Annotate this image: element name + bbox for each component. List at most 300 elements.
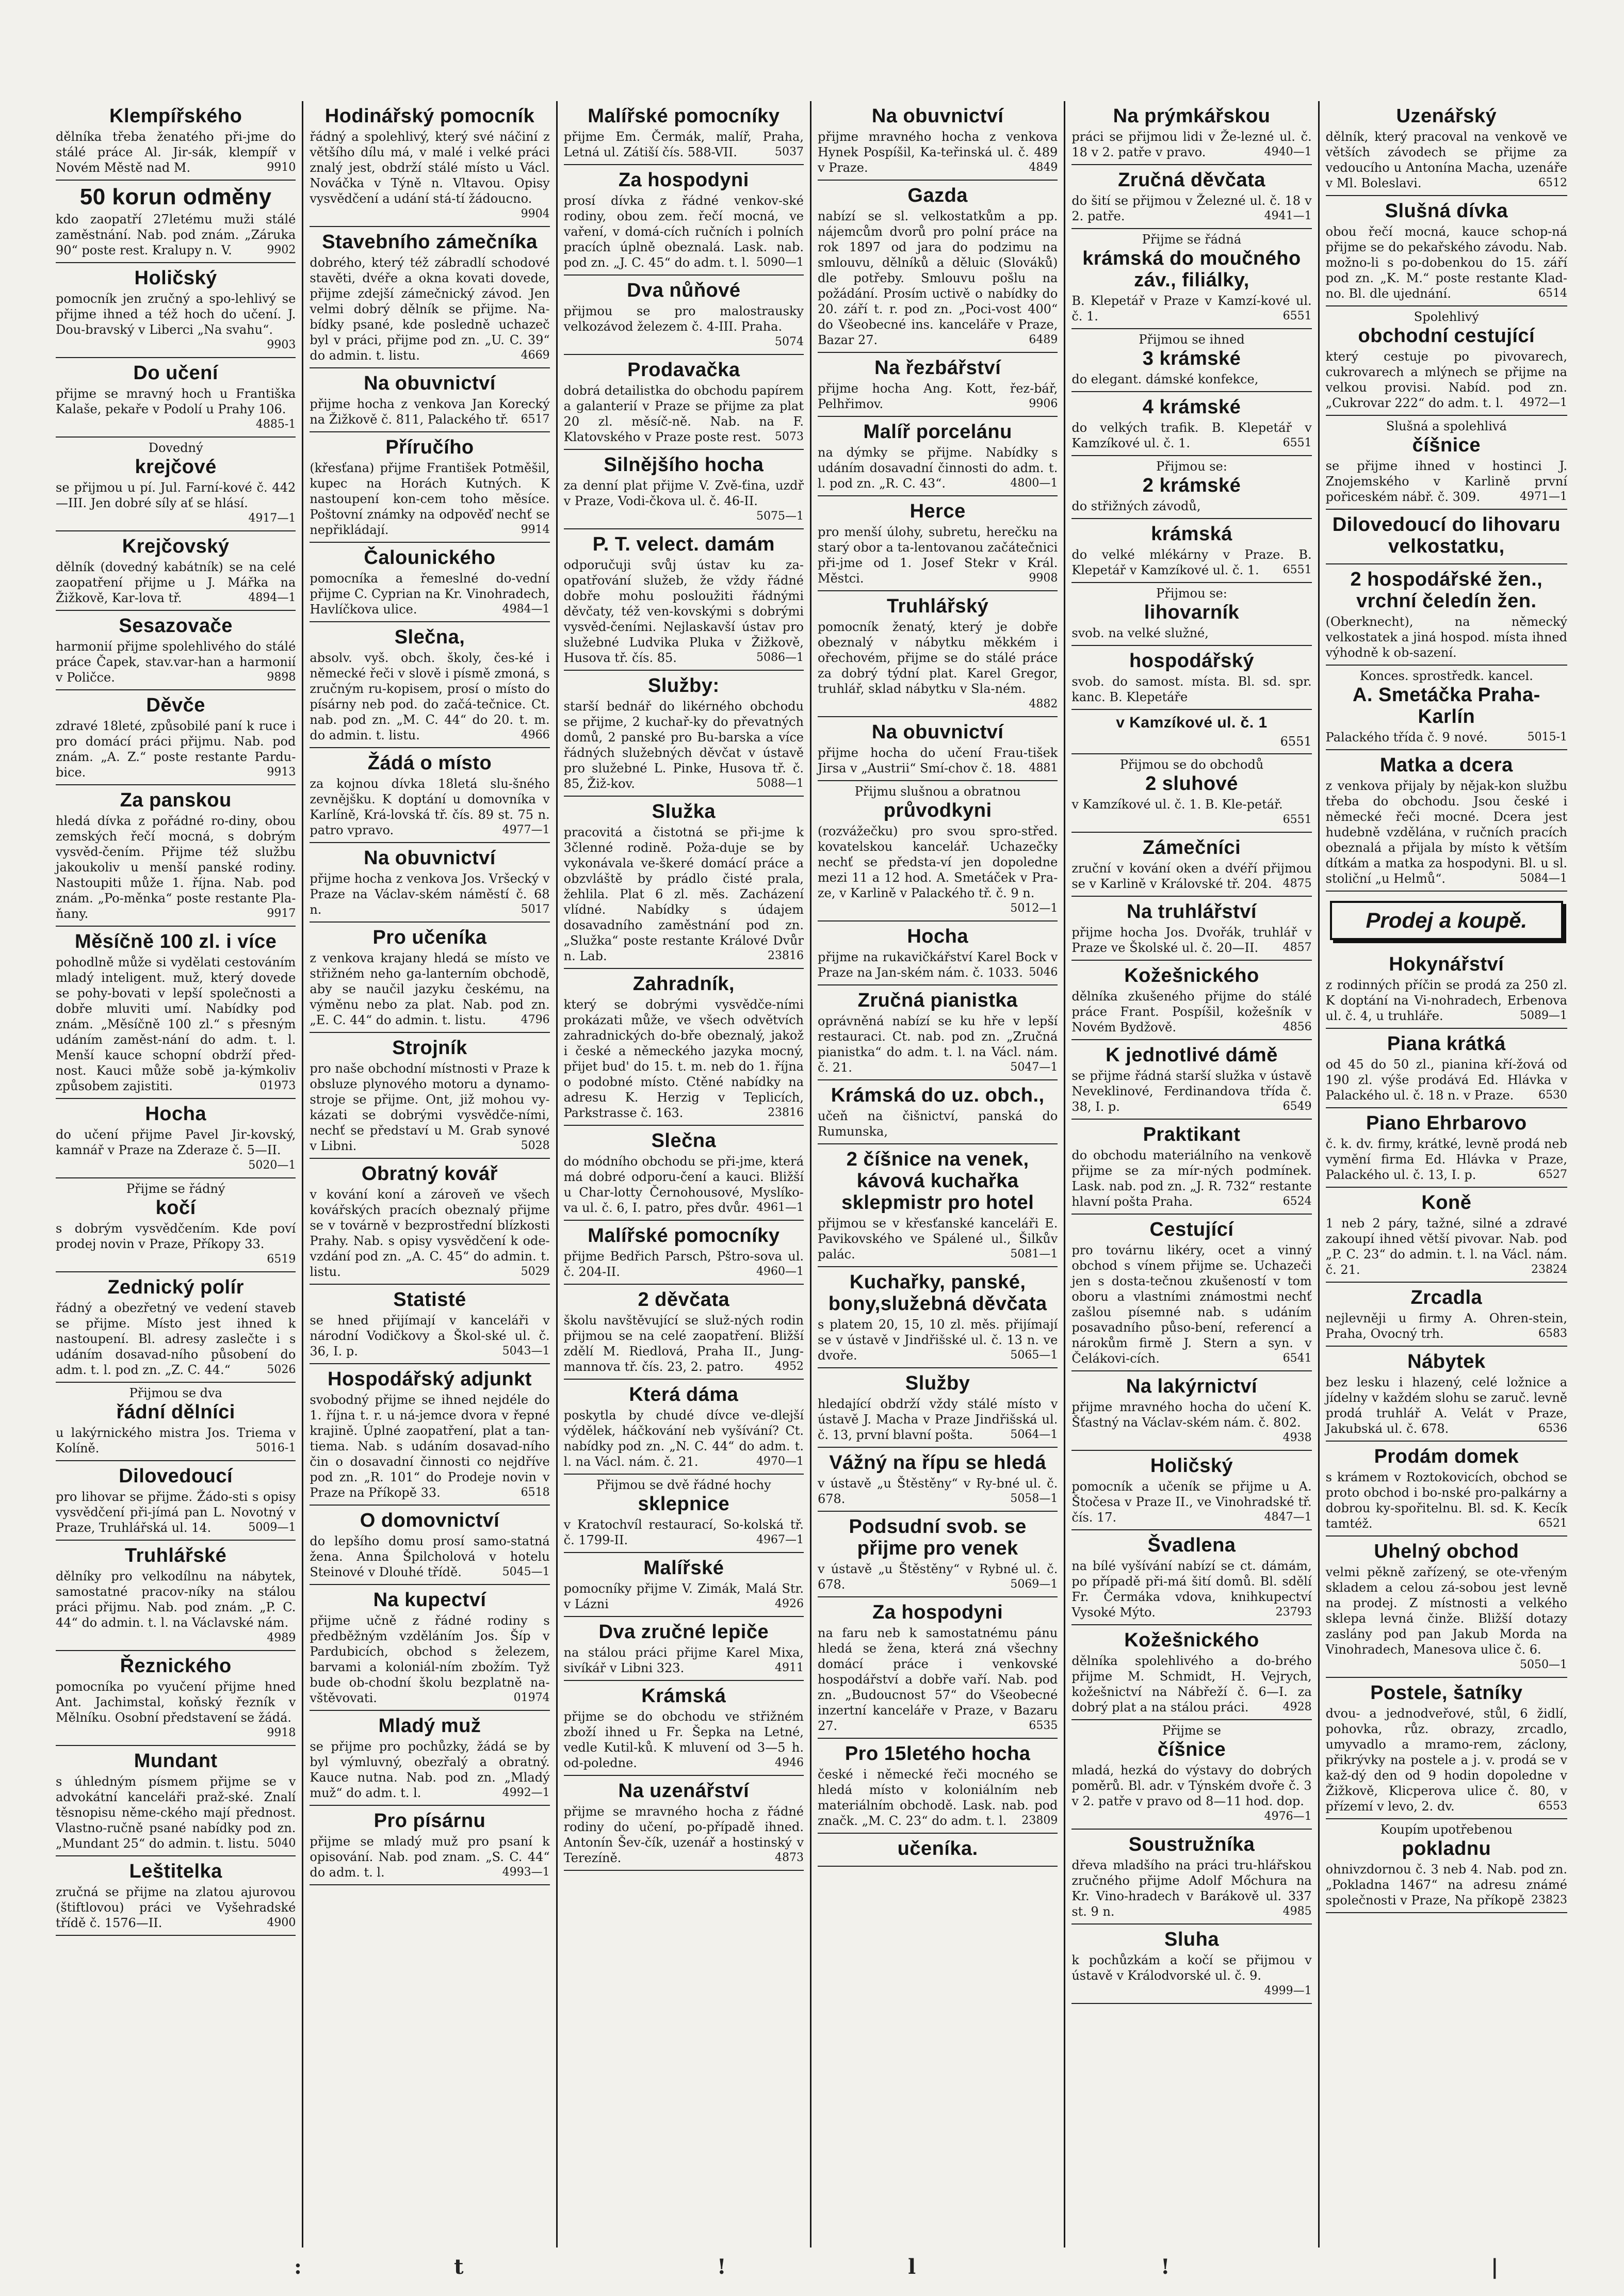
ad-headline: Piana krátká [1387,1033,1506,1055]
ad-headline: Služby [905,1372,970,1394]
ad-number: 6514 [1538,287,1567,300]
ad-number: 9898 [267,671,296,684]
classified-ad [56,1856,296,1936]
classified-ad [56,1272,296,1383]
classified-ad [310,1711,549,1806]
ad-body-text: pomocníky přijme V. Zimák, Malá Str. v Lázni [563,1581,804,1611]
ad-number: 5046 [1029,966,1058,979]
ad-number: 4989 [267,1631,296,1644]
ad-body [56,1221,296,1266]
ad-body [310,1061,549,1154]
classified-ad [818,1267,1058,1368]
ad-headline: obchodní cestující [1358,325,1535,347]
classified-ad [56,1541,296,1651]
ad-headline: pokladnu [1402,1838,1491,1860]
classified-ad [1071,1925,1311,2004]
classified-ad [1326,1347,1567,1442]
ad-number: 4885-1 [255,418,296,431]
ad-headline: Krámská [641,1685,726,1707]
ad-body-text: dělníka zkušeného přijme do stálé práce Frant. Pospíšil, kožešník v Novém Bydžově. [1071,989,1312,1034]
ad-lead-in: Přijmou se ihned [1139,332,1245,347]
ad-number: 4999—1 [1264,1984,1312,1997]
ad-body [564,1804,804,1866]
ad-body [1071,420,1311,451]
ad-number: 5026 [267,1363,296,1376]
classified-ad [818,717,1058,781]
ad-body-text: do elegant. dámské konfekce, [1071,372,1259,386]
classified-ad [1326,564,1567,666]
ad-headline: Na uzenářství [618,1780,750,1802]
ad-number: 5089—1 [1520,1009,1567,1022]
ad-headline: Silnějšího hocha [604,454,764,476]
ad-headline: hospodářský [1129,650,1254,672]
ad-body-text: přijme mravného hocha do učení K. Šťastný na Václav-ském nám. č. 802. [1071,1400,1312,1430]
classified-ad [564,529,804,671]
ad-body [1326,778,1567,886]
classified-ad [564,450,804,529]
ad-headline: 2 krámské [1142,475,1241,496]
ad-body-text: pro menší úlohy, subretu, herečku na starý obor a ta-lentovanou začátečnici při-jme od 1. Josef Stekr v Král. Městci. [818,525,1058,586]
ad-body-text: přijme na rukavičkářství Karel Bock v Praze na Jan-ském nám. č. 1033. [818,950,1058,980]
ad-number: 9917 [267,907,296,920]
ad-headline: učeníka. [897,1838,978,1860]
ad-number: 5017 [521,903,550,916]
ad-body [1326,1706,1567,1814]
ad-body-text: dobrá detailistka do obchodu papírem a galanterií v Praze se přijme za plat 20 zl. měsíč-ně. Nab. na F. Klatovského v Praze poste rest. [563,383,804,444]
classified-ad [310,432,549,543]
classified-ad [1071,646,1311,710]
ad-body-text: hledající obdrží vždy stálé místo v ústavě J. Macha v Praze Jindřišská ul. č. 13, první blavní pošta. [818,1397,1058,1442]
ad-body-text: starší bednář do likérného obchodu se přijme, 2 kuchař-ky do převatných domů, 2 panské pro Bu-barska a více řádných služebných děvčat v ústavě pro služebné L. Pinke, Husova tř. č. 85, Žiž-kov. [563,699,804,791]
ad-body-text: dělníka spolehlivého a do-brého přijme M. Schmidt, H. Vejrych, kožešnictví na Nábřeží č. 6—I. za dobrý plat a na stálou práci. [1071,1654,1312,1715]
classified-ad [1326,196,1567,306]
ad-number: 01974 [513,1691,550,1704]
classified-ad [564,1617,804,1681]
ad-body-text: pomocník a učeník se přijme u A. Štočesa v Praze II., ve Vinohradské tř. čís. 17. [1071,1479,1312,1525]
classified-ad [56,690,296,785]
ad-headline: Na obuvnictví [364,847,496,869]
ad-body [56,212,296,258]
ad-body-text: přijme Bedřich Parsch, Pštro-sova ul. č. 204-II. [563,1249,804,1279]
ad-number: 4926 [775,1597,804,1610]
classified-ad [310,843,549,923]
classified-ad [310,1506,549,1585]
classified-ad [818,985,1058,1080]
ad-body-text: pro lihovar se přijme. Žádo-sti s opisy vysvědčení při-jímá pan L. Novotný v Praze, Truhlářská ul. 14. [56,1490,296,1535]
classified-columns [50,101,1573,2248]
ad-headline: Holičský [134,267,217,289]
ad-body [56,1127,296,1172]
classified-ad [1071,1530,1311,1625]
ad-headline: kočí [155,1197,196,1219]
ad-number: 4966 [521,729,550,741]
ad-number: 4972—1 [1520,396,1567,409]
ad-body [564,1581,804,1612]
ad-number: 5050—1 [1520,1658,1567,1671]
classified-ad [56,101,296,181]
column-5 [1065,101,1319,2248]
ad-body [564,1645,804,1676]
classified-ad [1326,306,1567,416]
ad-body-text: přijme učně z řádné rodiny s předběžným vzděláním Jos. Šíp v Pardubicích, obchod s železem, barvami a koloniál-ním zbožím. Tyž bude ob-chodní školu bezplatně na-vštěvovati. [310,1613,550,1705]
ad-headline: Na obuvnictví [871,105,1004,127]
ad-body [1326,1862,1567,1908]
ad-headline: Malířské [643,1557,724,1579]
ad-number: 6551 [1282,436,1312,449]
classified-ad [1326,1819,1567,1913]
ad-headline: Za panskou [120,789,232,811]
classified-ad [564,671,804,797]
ad-headline: 2 hospodářské žen., vrchní čeledín žen. [1350,569,1543,612]
ad-number: 23816 [768,949,804,962]
ad-number: 6541 [1282,1352,1312,1365]
ad-headline: průvodkyni [883,800,992,821]
ad-headline: Děvče [146,694,205,716]
ad-number: 6521 [1538,1517,1567,1530]
ad-body-text: obou řečí mocná, kauce schop-ná přijme se do pekařského závodu. Nab. možno-li s po-dobenkou do 15. září pod zn. „K. M.“ poste restante Klad-no. Bl. dle ujednání. [1325,224,1567,301]
classified-ad [310,622,549,748]
ad-lead-in: Přijmou se dva [129,1386,222,1400]
ad-headline: Hodinářský pomocník [324,105,535,127]
ad-headline: Vážný na řípu se hledá [829,1452,1046,1474]
ad-body [1071,1479,1311,1525]
ad-headline: Zrcadla [1410,1287,1483,1308]
ad-lead-in: Přijmou se do obchodů [1119,757,1264,772]
classified-ad [1071,1451,1311,1530]
ad-body-text: přijme hocha z venkova Jos. Vršecký v Praze na Václav-ském náměstí č. 68 n. [310,871,550,917]
ad-number: 23823 [1531,1894,1567,1906]
ad-headline: Uzenářský [1396,105,1497,127]
classified-ad [1071,1215,1311,1371]
ad-body [818,1625,1058,1734]
classified-ad [56,1099,296,1178]
ad-number: 4971—1 [1520,490,1567,503]
ad-headline: Stavebního zámečníka [322,231,538,253]
ad-body [56,1489,296,1535]
ad-headline: Truhlářské [125,1545,227,1566]
ad-headline: sklepnice [638,1493,730,1515]
ad-body-text: do šití se přijmou v Železné ul. č. 18 v 2. patře. [1071,193,1312,223]
ad-body [818,1108,1058,1139]
classified-ad [564,355,804,450]
classified-ad [1326,1537,1567,1678]
ad-body [1326,1216,1567,1278]
ad-body-text: za denní plat přijme V. Zvě-ťina, uzdř v Praze, Vodi-čkova ul. č. 46-II. [563,478,804,508]
classified-ad [1071,833,1311,897]
ad-body-text: na faru neb k samostatnému pánu hledá se žena, která zná všechny domácí práce i venkovské hospodářství a dobře vaří. Nab. pod zn. „Budoucnost 57“ do Všeobecné inzertní kanceláře v Praze, v Bazaru 27. [818,1626,1058,1733]
margin-mark: ! [1161,2255,1170,2279]
ad-body [818,823,1058,915]
ad-body-text: prosí dívka z řádné venkov-ské rodiny, obou zem. řečí mocná, ve vaření, v domá-cích ručních i polních pracích úplně obeznalá. Lask. nab. pod zn. „J. C. 45“ do adm. t. l. [563,193,804,270]
ad-body [563,478,804,523]
ad-headline: Hocha [907,926,968,947]
ad-number: 5084—1 [1520,872,1567,885]
ad-headline: A. Smetáčka Praha-Karlín [1352,684,1540,727]
ad-headline: Praktikant [1143,1124,1241,1145]
ad-number: 6551 [1280,734,1312,749]
ad-number: 4857 [1282,941,1312,954]
ad-body [1071,1763,1312,1823]
ad-headline: Leštitelka [129,1861,222,1882]
ad-headline: Piano Ehrbarovo [1366,1112,1527,1134]
ad-number: 5058—1 [1010,1492,1058,1505]
classified-ad [1326,949,1567,1029]
ad-body-text: bez lesku i hlazený, celé ložnice a jídelny v každém slohu se zaruč. levně prodá truhlář A. Velát v Praze, Jakubská ul. č. 678. [1325,1375,1567,1436]
ad-headline: Cestující [1149,1219,1234,1240]
ad-body-text: v ústavě „u Štěstěny“ v Rybné ul. č. 678. [818,1562,1058,1592]
classified-ad [818,1144,1058,1267]
ad-body-text: od 45 do 50 zl., pianina kří-žová od 190 zl. výše prodává Ed. Hlávka v Palackého ul. č. 18 n. v Praze. [1325,1057,1567,1103]
ad-number: 4976—1 [1264,1810,1312,1823]
classified-ad [310,1364,549,1506]
ad-headline: Služby: [648,675,720,697]
ad-body [56,129,296,175]
ad-body-text: se přijme pro pochůzky, žádá se by byl výmluvný, obezřalý a obratný. Kauce nutna. Nab. pod zn. „Mladý muž“ do adm. t. l. [310,1739,550,1800]
ad-lead-in: Přijme se [1162,1723,1221,1738]
ad-body [1326,1136,1567,1183]
ad-body-text: do módního obchodu se při-jme, která má dobré odporu-čení a kauci. Bližší u Char-lotty Černohousové, Myslíko-va ul. č. 6, I. patro, přes dvůr. [563,1154,804,1215]
margin-mark: ! [717,2255,726,2279]
ad-body [818,445,1058,491]
ad-body [310,1739,549,1801]
ad-body [564,193,804,270]
ad-number: 5016-1 [255,1442,296,1454]
classified-ad [818,921,1058,985]
ad-number: 9914 [521,523,550,536]
ad-number: 9918 [267,1726,296,1739]
ad-body-text: velmi pěkně zařízený, se ote-vřeným skladem a celou zá-sobou jest levně na prodej. Z místnosti a velkého sklepa levná činže. Bližší dotazy zaslány pod pan Jakub Morda na Vinohradech, Manesova ulice č. 6. [1325,1565,1567,1657]
ad-number: 6583 [1538,1327,1567,1340]
ad-body-text: české i německé řeči mocného se hledá místo v koloniálním neb materiálním obchodě. Lask. nab. pod značk. „M. C. 23“ do adm. t. l. [818,1767,1058,1828]
ad-headline: Hocha [145,1103,206,1125]
ad-number: 4911 [775,1661,804,1674]
ad-body-text: (rozvážečku) pro svou spro-střed. kovatelskou kancelář. Uchazečky nechť se předsta-ví jen dopoledne mezi 11 a 12 hod. A. Smetáček v Pra-ze, v Karlině v Palackého tř. č. 9 n. [818,824,1058,900]
classified-ad [56,1746,296,1856]
ad-body [56,559,296,606]
ad-headline: Do učení [133,362,218,384]
ad-headline: lihovarník [1144,602,1240,623]
classified-ad [56,263,296,358]
ad-body-text: přijme se mladý muž pro psaní k opisování. Nab. pod znam. „S. C. 44“ do adm. t. l. [310,1834,550,1880]
classified-ad [310,923,549,1033]
ad-body [818,619,1058,710]
ad-body-text: oprávněná nabízí se ku hře v lepší restauraci. Ct. nab. pod zn. „Zručná pianistka“ do adm. t. l. na Václ. nám. č. 21. [818,1014,1058,1075]
ad-headline: Řeznického [120,1655,232,1677]
ad-headline: Na obuvnictví [871,721,1004,743]
ad-body-text: s krámem v Roztokovicích, obchod se proto obchod i bo-nské pro-palkárny a dobrou ky-spořitelnu. Bl. sd. K. Kecík tamtéž. [1325,1470,1567,1531]
ad-number: 23816 [768,1106,804,1119]
classified-ad [1071,897,1311,961]
ad-body [818,1561,1058,1592]
ad-headline: řádní dělníci [116,1401,235,1423]
ad-body [818,949,1058,980]
section-heading: Prodej a koupě. [1330,901,1563,940]
ad-number: 4882 [1029,698,1058,710]
ad-number: 9906 [1029,397,1058,410]
classified-ad [310,1285,549,1364]
ad-number: 6551 [1282,563,1312,576]
ad-headline: Slečna, [394,626,465,648]
ad-body-text: za kojnou dívka 18letá slu-šného zevnějšku. K doptání u domovníka v Karlíně, Krá-lovská tř. čís. 89 st. 75 n. patro vpravo. [310,777,550,837]
ad-body-text: pomocník jen zručný a spo-lehlivý se přijme ihned a též hoch do učení. J. Dou-bravský v Liberci „Na svahu“. [56,292,296,337]
ad-body-text: svob. na velké služné, [1071,626,1209,640]
ad-headline: Malířské pomocníky [588,1225,780,1247]
ad-headline: Zahradník, [632,973,735,995]
ad-number: 5029 [521,1265,550,1278]
ad-number: 5086—1 [756,651,804,664]
ad-body-text: s úhledným písmem přijme se v advokátní kanceláři praž-ské. Znalí těsnopisu něme-ckého mají přednost. Vlastno-ručně psané nabídky pod zn. „Mundant 25“ do admin. t. listu. [56,1774,296,1851]
classified-ad [310,1033,549,1159]
ad-body-text: z rodinných příčin se prodá za 250 zl. K doptání na Vi-nohradech, Erbenova ul. č. 4, u truhláře. [1325,978,1567,1023]
classified-ad [310,1585,549,1711]
ad-headline: Která dáma [629,1384,739,1405]
ad-lead-in: Přijme se řádná [1142,232,1242,247]
ad-body-text: zruční v kování oken a dvéří přijmou se v Karlině v Královské tř. 204. [1071,861,1312,891]
classified-ad [1326,101,1567,196]
classified-ad [818,1080,1058,1144]
ad-headline: Prodavačka [627,359,740,381]
classified-ad [1071,1720,1311,1830]
ad-lead-in: Spolehlivý [1414,310,1479,324]
classified-ad [1071,519,1311,583]
ad-body [818,129,1058,175]
classified-ad [564,101,804,165]
ad-body [56,480,296,525]
ad-number: 6517 [521,413,550,426]
ad-body [1326,1375,1567,1436]
ad-body [1071,1558,1311,1620]
classified-ad [818,353,1058,417]
ad-body [1071,1399,1312,1444]
ad-number: 6553 [1538,1800,1567,1813]
ad-number: 4941—1 [1264,209,1312,222]
ad-body [1071,1952,1312,1997]
ad-body [1326,458,1567,505]
ad-headline: Soustružníka [1128,1834,1255,1855]
ad-headline: 3 krámské [1142,348,1241,369]
ad-headline: Koně [1421,1192,1472,1214]
ad-body [1326,977,1567,1024]
ad-number: 23809 [1021,1814,1058,1827]
classified-ad [1071,456,1311,519]
classified-ad [1326,1108,1567,1188]
ad-body-text: přijme mravného hocha z venkova Hynek Pospíšil, Ka-teřinská ul. č. 489 v Praze. [818,130,1058,175]
ad-number: 5047—1 [1010,1061,1058,1074]
ad-headline: Na kupectví [373,1589,486,1611]
ad-headline: Měsíčně 100 zl. i více [75,931,277,952]
ad-lead-in: Konces. sprostředk. kancel. [1359,669,1533,683]
ad-number: 4992—1 [502,1786,550,1799]
column-4 [811,101,1065,2248]
ad-body-text: pro naše obchodní místnosti v Praze k obsluze plynového motoru a dynamo-stroje se přijme. Ont, již mohou vy-kázati se dobrými vysvědče-ními, nechť se představí u M. Grab synové v Libni. [310,1061,550,1153]
ad-headline: Zručná děvčata [1118,169,1265,191]
ad-number: 4967—1 [756,1533,804,1546]
ad-number: 01973 [259,1079,296,1092]
ad-number: 23793 [1275,1606,1312,1619]
ad-number: 4900 [267,1916,296,1929]
ad-body-text: absolv. vyš. obch. školy, čes-ké i německé řeči v slově i písmě zmoná, s zručným ru-kopisem, prosí o místo do písárny neb pod. do začá-tečnice. Ct. nab. pod zn. „M. C. 44“ do 20. t. m. do admin. t. listu. [310,651,550,742]
ad-body-text: pomocníka po vyučení přijme hned Ant. Jachimstal, koňský řezník v Mělníku. Osobní představení se žádá. [56,1679,296,1725]
ad-headline: Strojník [392,1037,467,1059]
ad-body [56,718,296,780]
ad-body [564,1249,804,1280]
ad-headline: Sesazovače [119,615,233,637]
ad-headline: Dva nůňové [627,280,741,301]
ad-number: 6512 [1538,176,1567,189]
ad-body [1071,498,1311,514]
ad-body [1071,674,1311,705]
ad-number: 6489 [1029,333,1058,346]
classified-ad [1326,1029,1567,1108]
ad-body-text: kdo zaopatří 27letému muži stálé zaměstnání. Nab. pod znám. „Záruka 90“ poste rest. Kralupy n. V. [56,212,296,257]
ad-body-text: školu navštěvující se služ-ných rodin přijmou se na celé zaopatření. Bližší zdělí M. Riedlová, Praha II., Jung-mannova tř. čís. 23, 2. patro. [563,1313,804,1374]
ad-body-text: u lakýrnického mistra Jos. Triema v Kolíně. [56,1426,296,1456]
ad-body [1326,614,1567,660]
ad-body-text: z venkova přijaly by nějak-kon službu třeba do obchodu. Jsou české i německé řeči mocné. Dcera jest hudebně vzdělána, v ručních pracích obeznalá a přijala by místo k větším dítkám a matka za hospodyni. Bl. u sl. stoliční „u Helmů“. [1325,779,1567,886]
ad-body-text: řádný a spolehlivý, který své náčiní z většího dílu má, v malé i velké práci znalý jest, obdrží stálé místo u Václ. Nováčka v Týně n. Vltavou. Opisy vysvědčení a udání stá-tí žádoucno. [310,130,550,206]
ad-headline: Krejčovský [122,536,230,557]
ad-headline: Statisté [393,1289,466,1311]
ad-body [1071,293,1311,324]
ad-headline: Na obuvnictví [364,373,496,394]
ad-number: 6530 [1538,1089,1567,1102]
ad-headline: Herce [910,500,966,522]
classified-ad [1326,750,1567,892]
ad-number: 4796 [521,1013,550,1026]
ad-body [310,1187,549,1280]
classified-ad [564,1126,804,1221]
ad-body-text: Palackého třída č. 9 nové. [1325,730,1488,745]
classified-ad [818,1739,1058,1834]
ad-body-text: přijme hocha z venkova Jan Korecký na Žižkově č. 811, Palackého tř. [310,397,550,427]
classified-ad [564,1380,804,1475]
ad-body-text: se přijme řádná starší služka v ústavě Neveklinové, Ferdinandova třída č. 38, I. p. [1071,1069,1312,1114]
ad-body-text: učeň na čišnictví, panská do Rumunska, [818,1109,1058,1139]
ad-headline: Pro písárnu [373,1810,486,1832]
ad-headline: Na lakýrnictví [1126,1376,1258,1397]
ad-headline: Holičský [1150,1455,1233,1477]
ad-headline: Sluha [1164,1929,1219,1950]
classified-ad [56,531,296,611]
ad-headline: 2 číšnice na venek, kávová kuchařka sklepmistr pro hotel [841,1149,1034,1214]
ad-number: 4917—1 [248,512,296,525]
ad-body [1325,1564,1567,1671]
ad-body-text: se přijme ihned v hostinci J. Znojemského v Karlině první pořiceském nábř. č. 309. [1325,459,1567,504]
ad-body [564,1709,804,1771]
ad-body-text: do střižných závodů, [1071,499,1201,513]
ad-headline: číšnice [1412,434,1481,456]
ad-body [310,1613,549,1706]
ad-lead-in: Přijmou se: [1156,459,1227,474]
classified-ad [564,165,804,276]
ad-body [310,396,549,427]
ad-headline: 2 děvčata [638,1289,730,1311]
ad-body [564,1154,804,1216]
ad-lead-in: Dovedný [148,441,203,455]
ad-body [310,950,549,1028]
ad-body-text: přijme hocha Ang. Kott, řez-bář, Pelhřimov. [818,381,1058,411]
ad-headline: Mundant [134,1750,218,1772]
ad-body [1326,349,1567,411]
ad-number: 4800—1 [1010,477,1058,490]
ad-body [818,1013,1058,1075]
ad-body-text: přijme se do obchodu ve střižném zboží ihned u Fr. Šepka na Letné, vedle Kutil-ků. K mluvení od 3—5 h. od-poledne. [563,1709,804,1770]
ad-number: 4970—1 [756,1455,804,1468]
ad-body [310,871,549,917]
ad-body-text: nejlevněji u firmy A. Ohren-stein, Praha, Ovocný trh. [1325,1311,1567,1341]
ad-number: 4875 [1282,877,1312,890]
ad-number: 4856 [1282,1021,1312,1033]
